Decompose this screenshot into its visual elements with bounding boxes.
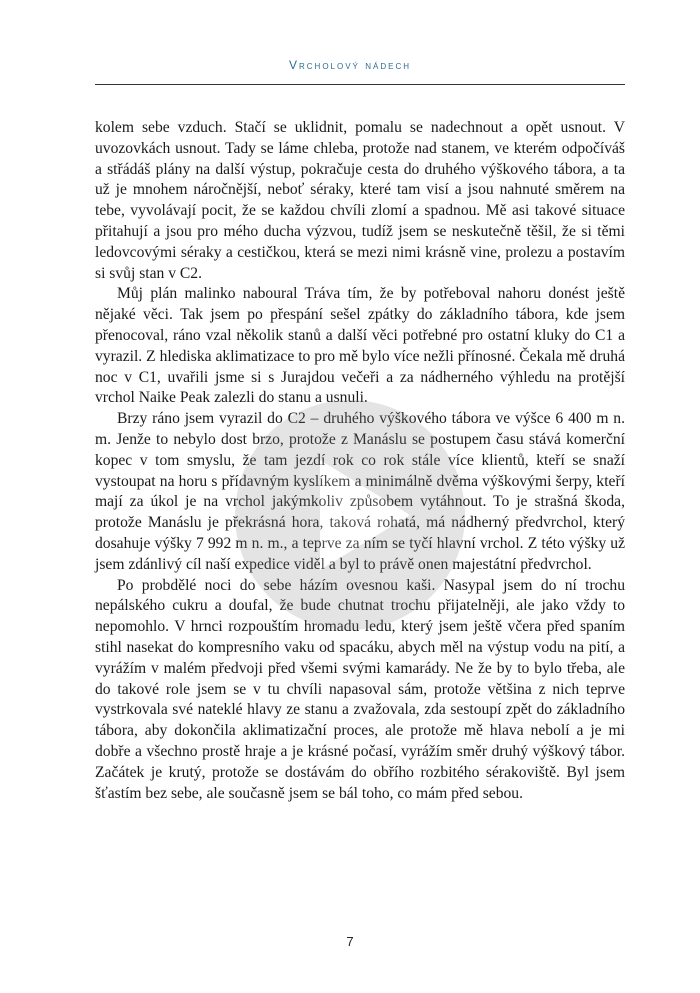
paragraph-4: Po probdělé noci do sebe házím ovesnou kaši. Nasypal jsem do ní trochu nepálského cukru a doufal, že bude chutnat trochu přijatelněji, ale jako vždy to nepomohlo. V hrnci rozpouštím hromadu ledu, který jsem ještě včera před spaním stihl nasekat do kompresního vaku od spacáku, abych měl na výstup vodu na pití, a vyrážím v malém předvoji před všemi svými kamarády. Ne že by to bylo třeba, ale do takové role jsem se v tu chvíli napasoval sám, protože většina z nich teprve vystrkovala své nateklé hlavy ze stanu a zvažovala, zda sestoupí zpět do základního tábora, aby dokončila aklimatizační proces, ale protože mě hlava nebolí a je mi dobře a všechno prostě hraje a je krásné počasí, vyrážím směr druhý výškový tábor. Začátek je krutý, protože se dostávám do obřího rozbitého sérakoviště. Byl jsem šťastím bez sebe, ale současně jsem se bál toho, co mám před sebou.	[95, 576, 625, 802]
body-text	[95, 118, 625, 804]
paragraph-2: Můj plán malinko naboural Tráva tím, že by potřeboval nahoru donést ještě nějaké věci. Tak jsem po přespání sešel zpátky do základního tábora, kde jsem přenocoval, ráno vzal několik stanů a další věci potřebné pro ostatní kluky do C1 a vyrazil. Z hlediska aklimatizace to pro mě bylo více nežli přínosné. Čekala mě druhá noc v C1, uvařili jsme si s Jurajdou večeři a za nádherného výhledu na protější vrchol Naike Peak zalezli do stanu a usnuli.	[95, 285, 625, 407]
paragraph-3: Brzy ráno jsem vyrazil do C2 – druhého výškového tábora ve výšce 6 400 m n. m. Jenže to nebylo dost brzo, protože z Manáslu se postupem času stává komerční kopec v tom smyslu, že tam jezdí rok co rok stále více klientů, kteří se snaží vystoupat na horu s přídavným kyslíkem a minimálně dvěma výškovými šerpy, kteří mají za úkol je na vrchol jakýmkoliv způsobem vytáhnout. To je strašná škoda, protože Manáslu je překrásná hora, taková rohatá, má nádherný předvrchol, který dosahuje výšky 7 992 m n. m., a teprve za ním se tyčí hlavní vrchol. Z této výšky už jsem zdánlivý cíl naší expedice viděl a byl to právě onen majestátní předvrchol.	[95, 410, 625, 573]
header-rule	[95, 84, 625, 85]
running-header: Vrcholový nádech	[288, 58, 412, 72]
page-number: 7	[346, 934, 354, 949]
paragraph-1: kolem sebe vzduch. Stačí se uklidnit, pomalu se nadechnout a opět usnout. V uvozovkách usnout. Tady se láme chleba, protože nad stanem, ve kterém odpočíváš a střádáš plány na další výstup, pokračuje cesta do druhého výškového tábora, a ta už je mnohem náročnější, neboť séraky, které tam visí a jsou nahnuté směrem na tebe, vyvolávají pocit, že se každou chvíli zlomí a spadnou. Mě asi takové situace přitahují a jsou pro mého ducha výzvou, tudíž jsem se neskutečně těšil, že si těmi ledovcovými séraky a cestičkou, která se mezi nimi krásně vine, prolezu a postavím si svůj stan v C2.	[95, 119, 625, 282]
